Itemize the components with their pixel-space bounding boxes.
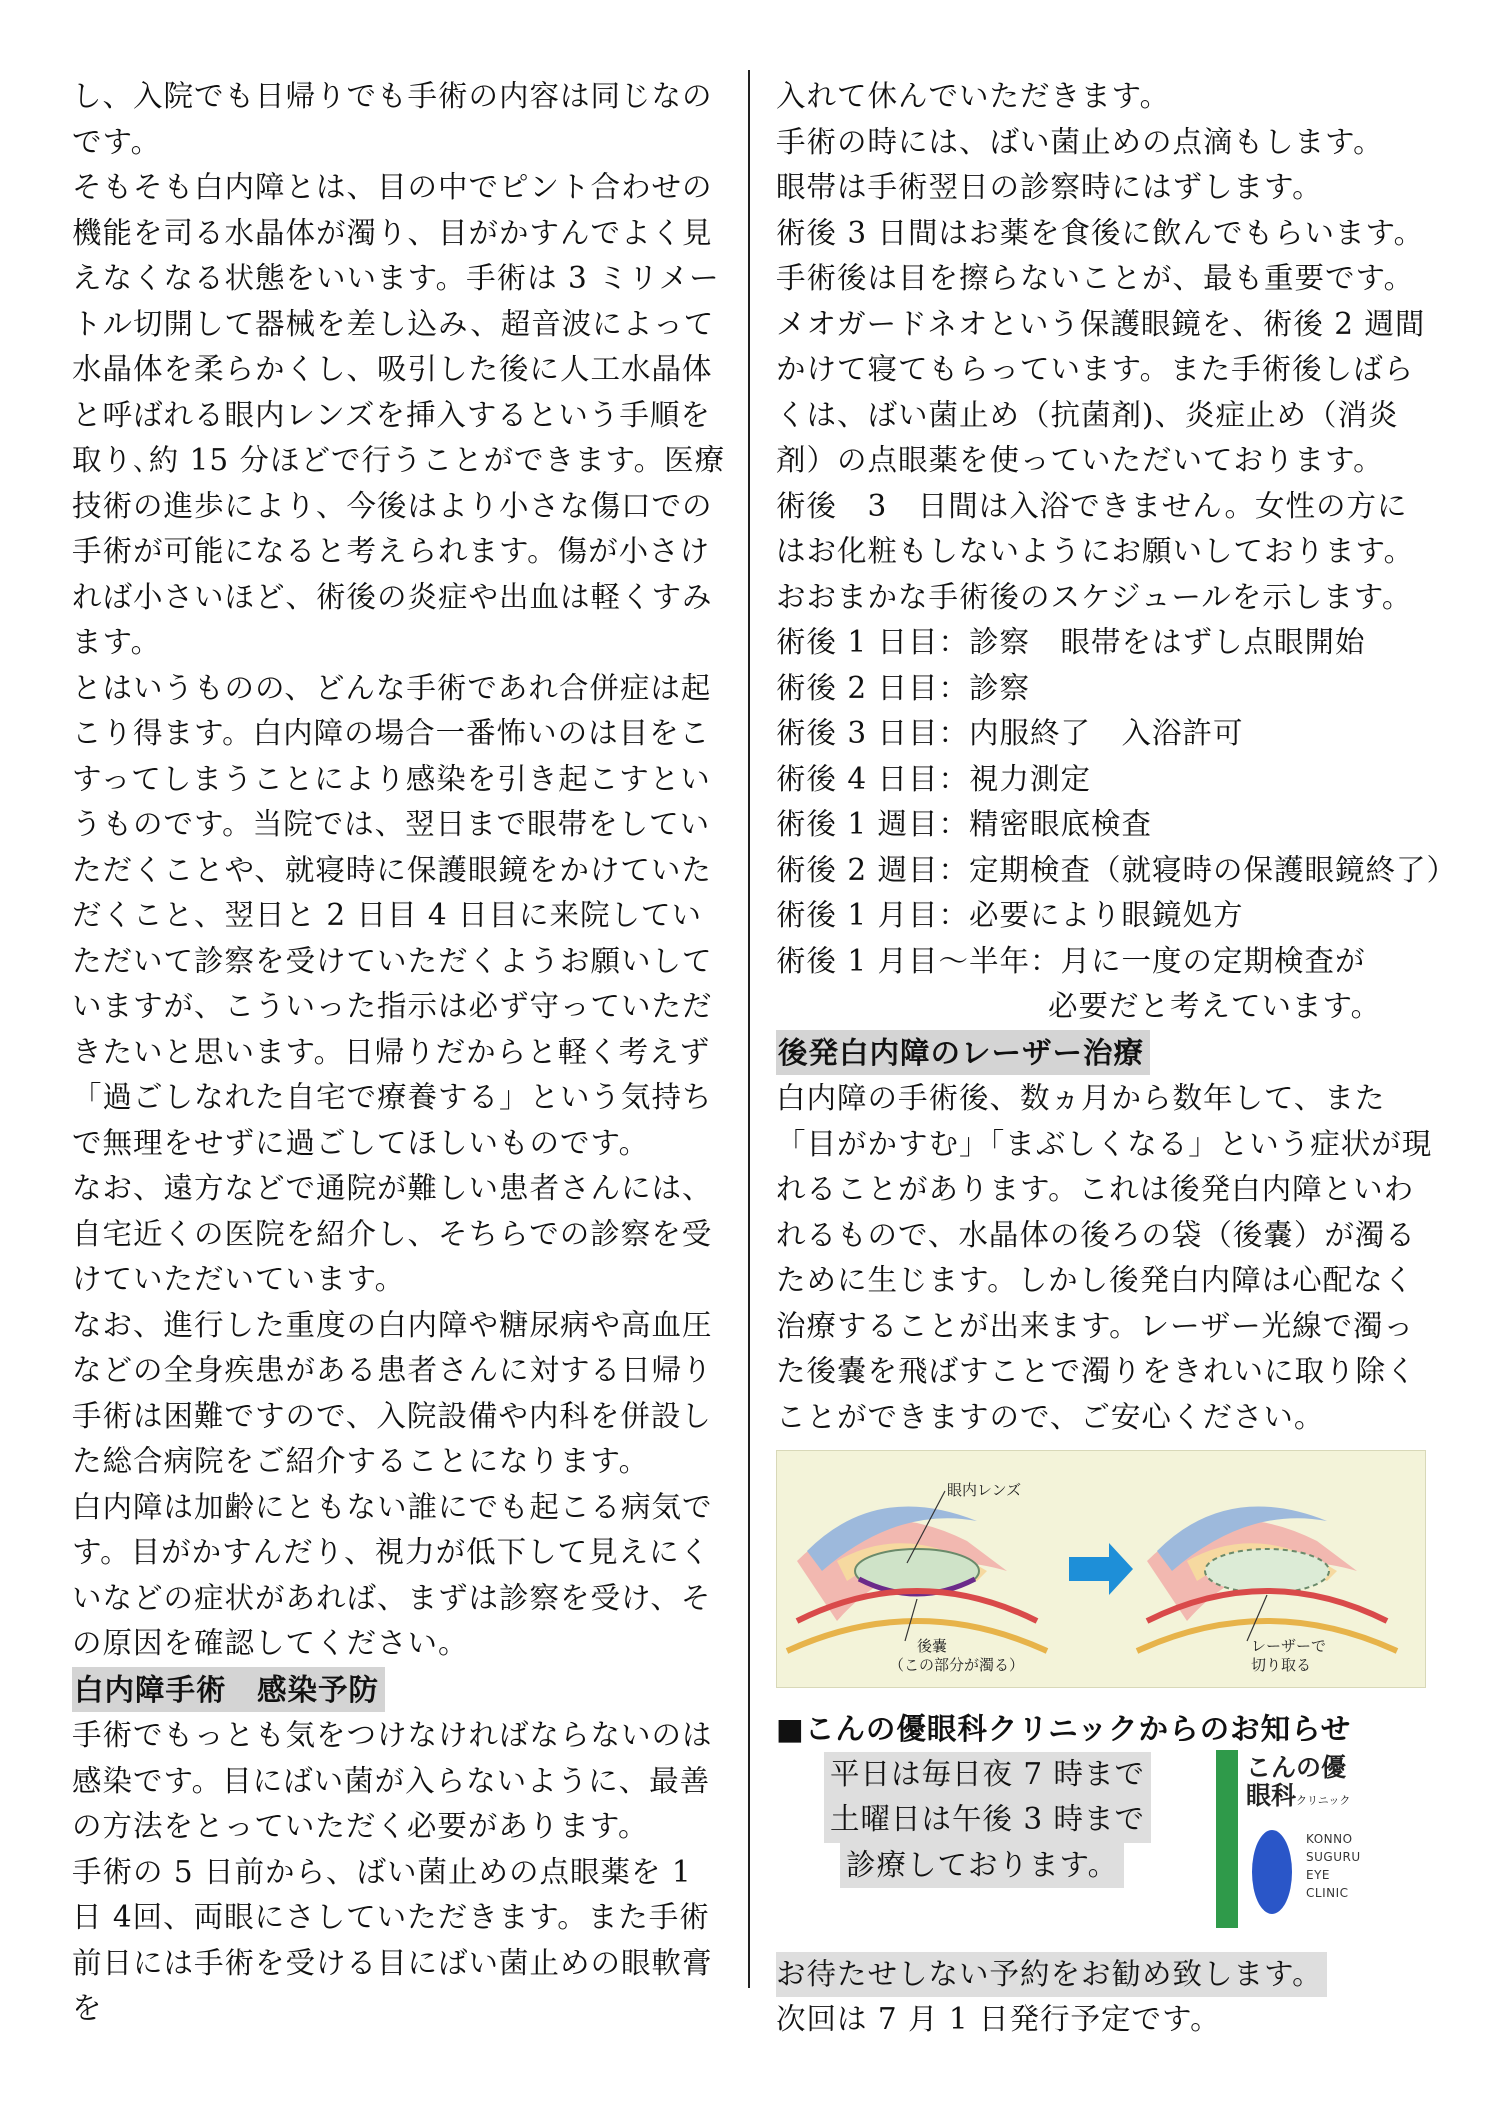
capsule-laser-figure (776, 1450, 1426, 1688)
figure-label-capsule: 後嚢 (917, 1637, 948, 1655)
paragraph: 白内障の手術後、数ヵ月から数年して、また「目がかすむ」「まぶしくなる」という症状が現れることがあります。これは後発白内障といわれるもので、水晶体の後ろの袋（後嚢）が濁るために生じます。しかし後発白内障は心配なく治療することが出来ます。レーザー光線で濁った後嚢を飛ばすことで濁りをきれいに取り除くことができますので、ご安心ください。 (776, 1081, 1433, 1434)
figure-label-laser-cut: 切り取る (1251, 1656, 1312, 1674)
logo-name: こんの優 眼科クリニック (1246, 1752, 1351, 1810)
paragraph: メオガードネオという保護眼鏡を、術後 2 週間かけて寝てもらっています。また手術後しばらくは、ばい菌止め（抗菌剤)、炎症止め（消炎剤）の点眼薬を使っていただいております。 (776, 306, 1426, 477)
eye-before-illustration (787, 1506, 1047, 1651)
schedule-row: 術後 1 週目：精密眼底検査 (776, 807, 1153, 841)
eye-diagram (777, 1451, 1425, 1687)
hours-note: 診療しております。 (840, 1843, 1124, 1889)
schedule-row: 術後 2 週目：定期検査（就寝時の保護眼鏡終了） (776, 852, 1458, 887)
paragraph: 術後 3 日間は入浴できません。女性の方にはお化粧もしないようにお願いしております。 (776, 488, 1415, 568)
hours-saturday: 土曜日は午後 3 時まで (824, 1797, 1151, 1843)
clinic-logo (1216, 1750, 1376, 1930)
paragraph: なお、遠方などで通院が難しい患者さんには、自宅近くの医院を紹介し、そちらでの診察を受けていただいています。 (72, 1171, 713, 1296)
column-divider (748, 70, 750, 1988)
figure-label-laser: レーザーで (1251, 1637, 1327, 1655)
paragraph: とはいうものの、どんな手術であれ合併症は起こり得ます。白内障の場合一番怖いのは目をこすってしまうことにより感染を引き起こすというものです。当院では、翌日まで眼帯をしていただくことや、就寝時に保護眼鏡をかけていただくこと、翌日と 2 日目 4 日目に来院していただいて診察を受けていただくようお願いしていますが、こういった指示は必ず守っていただきたいと思います。日帰りだからと軽く考えず「過ごしなれた自宅で療養する」という気持ちで無理をせずに過ごしてほしいものです。 (72, 670, 713, 1160)
arrow-right-icon (1069, 1543, 1133, 1595)
paragraph: 術後 3 日間はお薬を食後に飲んでもらいます。 (776, 215, 1425, 250)
clinic-hours (824, 1752, 1151, 1889)
paragraph: し、入院でも日帰りでも手術の内容は同じなのです。 (72, 79, 713, 159)
schedule-row: 術後 3 日目：内服終了 入浴許可 (776, 716, 1244, 750)
reservation-note: お待たせしない予約をお勧め致します。 (776, 1952, 1327, 1998)
paragraph: 白内障は加齢にともない誰にでも起こる病気です。目がかすんだり、視力が低下して見えにくいなどの症状があれば、まずは診察を受け、その原因を確認してください。 (72, 1489, 713, 1660)
section-heading-laser: 後発白内障のレーザー治療 (776, 1030, 1150, 1076)
section-heading-infection: 白内障手術 感染予防 (72, 1667, 385, 1713)
paragraph: なお、進行した重度の白内障や糖尿病や高血圧などの全身疾患がある患者さんに対する日帰り手術は困難ですので、入院設備や内科を併設した総合病院をご紹介することになります。 (72, 1307, 713, 1478)
schedule-continuation: 必要だと考えています。 (1048, 989, 1382, 1023)
schedule-row: 術後 1 月目～半年：月に一度の定期検査が (776, 943, 1366, 978)
right-column (776, 74, 1458, 2043)
next-issue-note: 次回は 7 月 1 日発行予定です。 (776, 2002, 1221, 2036)
left-column (72, 74, 732, 2032)
paragraph: 手術の時には、ばい菌止めの点滴もします。 (776, 124, 1384, 159)
schedule-row: 術後 4 日目：視力測定 (776, 761, 1092, 796)
paragraph: おおまかな手術後のスケジュールを示します。 (776, 579, 1413, 614)
schedule-row: 術後 1 日目：診察 眼帯をはずし点眼開始 (776, 625, 1366, 659)
hours-weekday: 平日は毎日夜 7 時まで (824, 1752, 1151, 1798)
figure-label-lens: 眼内レンズ (947, 1481, 1022, 1499)
logo-english-name: KONNO SUGURU EYE CLINIC (1306, 1831, 1361, 1900)
paragraph: 手術後は目を擦らないことが、最も重要です。 (776, 261, 1415, 295)
schedule-row: 術後 1 月目：必要により眼鏡処方 (776, 898, 1244, 932)
logo-dot (1252, 1830, 1292, 1914)
eye-after-illustration (1137, 1506, 1397, 1651)
paragraph: 眼帯は手術翌日の診察時にはずします。 (776, 170, 1323, 204)
schedule-row: 術後 2 日目：診察 (776, 670, 1031, 705)
logo-bar (1216, 1750, 1238, 1928)
schedule-list (776, 620, 1458, 1030)
paragraph: 入れて休んでいただきます。 (776, 79, 1171, 113)
clinic-hours-box (776, 1752, 1436, 1952)
paragraph: 手術の 5 日前から、ばい菌止めの点眼薬を 1 日 4回、両眼にさしていただきます。また手術前日には手術を受ける目にばい菌止めの眼軟膏を (72, 1854, 713, 2025)
paragraph: 手術でもっとも気をつけなければならないのは感染です。目にばい菌が入らないように、最善の方法をとっていただく必要があります。 (72, 1718, 713, 1843)
figure-label-capsule-note: （この部分が濁る） (889, 1656, 1025, 1674)
notice-title: ■こんの優眼科クリニックからのお知らせ (776, 1711, 1352, 1746)
paragraph: そもそも白内障とは、目の中でピント合わせの機能を司る水晶体が濁り、目がかすんでよく見えなくなる状態をいいます。手術は 3 ミリメートル切開して器械を差し込み、超音波によって水晶体を柔らかくし、吸引した後に人工水晶体と呼ばれる眼内レンズを挿入するという手順を取り､約 15 分ほどで行うことができます。医療技術の進歩により、今後はより小さな傷口での手術が可能になると考えられます。傷が小さければ小さいほど、術後の炎症や出血は軽くすみます。 (72, 170, 726, 659)
